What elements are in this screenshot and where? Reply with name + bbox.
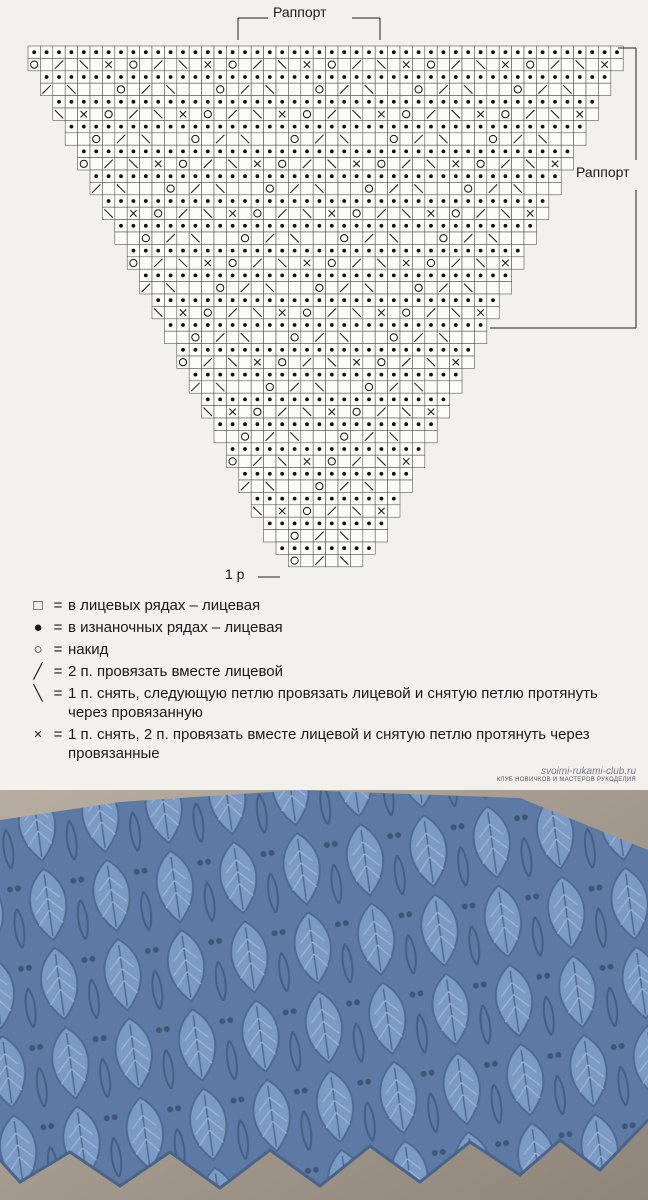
knitted-shawl-photo: [0, 790, 648, 1200]
legend-item: [28, 596, 628, 615]
watermark-site: svoimi-rukami-club.ru: [540, 766, 636, 777]
legend-text: накид: [68, 641, 109, 658]
chart-row: [226, 455, 424, 467]
legend-equals: =: [53, 685, 63, 702]
chart-row: [264, 530, 388, 542]
chart-row: [202, 393, 450, 405]
chart-row: [28, 58, 623, 70]
left-slant-icon: ╲: [33, 685, 43, 702]
legend-text: в лицевых рядах – лицевая: [68, 597, 261, 614]
legend-equals: =: [53, 619, 63, 636]
legend-item: [28, 640, 628, 659]
empty-square-icon: □: [33, 597, 43, 614]
chart-row: [78, 145, 574, 157]
chart-row: [140, 269, 512, 281]
watermark-club: КЛУБ НОВИЧКОВ И МАСТЕРОВ РУКОДЕЛИЯ: [496, 777, 636, 783]
chart-row: [78, 158, 574, 170]
chart-row: [177, 344, 475, 356]
chart-row: [251, 505, 400, 517]
legend-item: [28, 684, 628, 722]
legend-text: 1 п. снять, следующую петлю провязать лицевой и снятую петлю протянуть через провязанную: [68, 685, 598, 721]
chart-row: [102, 207, 548, 219]
chart-row: [115, 220, 537, 232]
chart-row: [251, 492, 400, 504]
legend-text: 2 п. провязать вместе лицевой: [68, 663, 284, 680]
chart-row: [90, 170, 561, 182]
rapport-top-label: Раппорт: [273, 4, 327, 20]
chart-row: [40, 71, 610, 83]
chart-grid-svg: [0, 0, 648, 590]
chart-row: [239, 468, 413, 480]
chart-row: [40, 83, 610, 95]
chart-row: [226, 443, 424, 455]
chart-row: [189, 381, 462, 393]
chart-row: [65, 120, 586, 132]
chart-row: [140, 282, 512, 294]
chart-row: [127, 244, 524, 256]
chart-row: [276, 542, 375, 554]
chart-row: [239, 480, 413, 492]
right-slant-icon: ╱: [33, 663, 43, 680]
chart-row: [214, 418, 437, 430]
chart-row: [288, 554, 362, 566]
chart-row: [164, 319, 486, 331]
knitting-chart: [0, 0, 648, 590]
chart-row: [264, 517, 388, 529]
chart-row: [189, 368, 462, 380]
legend-item: [28, 662, 628, 681]
rapport-right-label: Раппорт: [576, 164, 630, 180]
chart-row: [28, 46, 623, 58]
legend: [28, 596, 628, 766]
chart-row: [102, 195, 548, 207]
legend-item: [28, 725, 628, 763]
legend-text: в изнаночных рядах – лицевая: [68, 619, 283, 636]
filled-dot-icon: ●: [33, 619, 43, 636]
chart-row: [202, 406, 450, 418]
row-start-label: 1 р: [225, 566, 245, 582]
chart-row: [90, 182, 561, 194]
chart-row: [127, 257, 524, 269]
chart-row: [152, 306, 499, 318]
chart-row: [152, 294, 499, 306]
chart-row: [53, 108, 599, 120]
legend-equals: =: [53, 663, 63, 680]
legend-item: [28, 618, 628, 637]
legend-equals: =: [53, 641, 63, 658]
watermark: [497, 766, 636, 783]
chart-row: [164, 331, 486, 343]
legend-text: 1 п. снять, 2 п. провязать вместе лицевой и снятую петлю протянуть через провязанные: [68, 726, 590, 762]
chart-row: [214, 430, 437, 442]
legend-equals: =: [53, 597, 63, 614]
chart-row: [65, 133, 586, 145]
chart-row: [53, 96, 599, 108]
legend-equals: =: [53, 726, 63, 743]
cross-icon: ×: [33, 726, 43, 743]
chart-row: [177, 356, 475, 368]
yarn-over-circle-icon: ○: [33, 641, 43, 658]
chart-row: [115, 232, 537, 244]
